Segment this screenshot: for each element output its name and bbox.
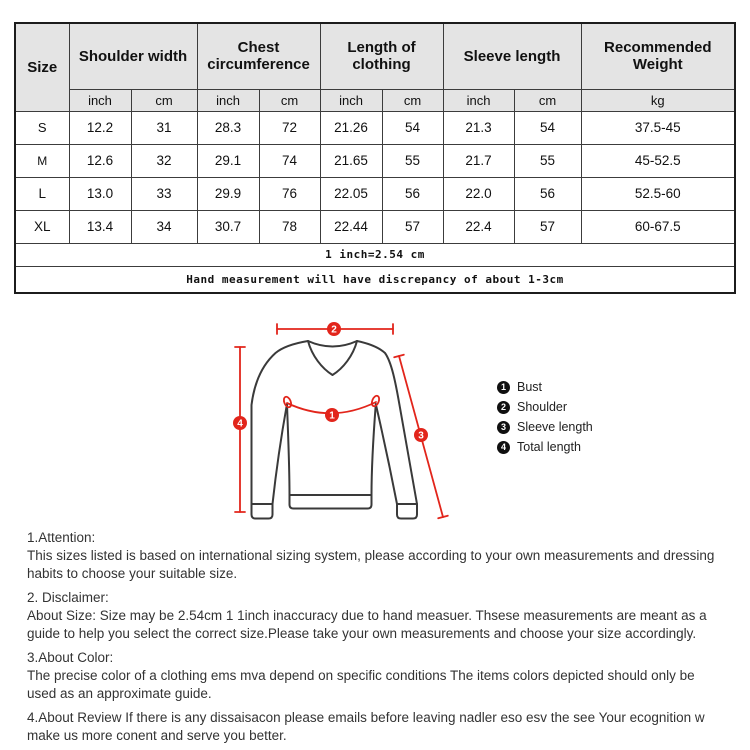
measurement-markers (233, 322, 428, 442)
circled-number-icon: 2 (497, 401, 510, 414)
value-cell: 32 (131, 144, 197, 177)
value-cell: 22.44 (320, 210, 382, 243)
value-cell: 74 (259, 144, 320, 177)
unit-chest-cm: cm (259, 89, 320, 111)
value-cell: 29.1 (197, 144, 259, 177)
section-about-color (27, 649, 727, 703)
table-units-row (15, 89, 735, 111)
value-cell: 21.7 (443, 144, 514, 177)
size-label: S (15, 111, 69, 144)
section-heading: 1.Attention: (27, 530, 96, 545)
marker-total-length (233, 416, 247, 430)
value-cell: 22.4 (443, 210, 514, 243)
unit-sleeve-inch: inch (443, 89, 514, 111)
value-cell: 13.4 (69, 210, 131, 243)
value-cell: 21.26 (320, 111, 382, 144)
section-body: The precise color of a clothing ems mva depend on specific conditions The items colors depicted should only be used as an approximate guide. (27, 668, 706, 701)
unit-weight-kg: kg (581, 89, 735, 111)
value-cell: 72 (259, 111, 320, 144)
value-cell: 13.0 (69, 177, 131, 210)
section-body: 4.About Review If there is any dissaisacon please emails before leaving nadler eso esv the see Your ecognition w make us more conent and serve you better. (27, 710, 716, 743)
table-row-s (15, 111, 735, 144)
section-body: This sizes listed is based on international sizing system, please according to your own measurements and dressing habits to choose your suitable size. (27, 548, 726, 581)
value-cell: 22.0 (443, 177, 514, 210)
value-cell: 37.5-45 (581, 111, 735, 144)
unit-shoulder-cm: cm (131, 89, 197, 111)
marker-sleeve (414, 428, 428, 442)
unit-length-cm: cm (382, 89, 443, 111)
svg-text:3: 3 (418, 430, 424, 442)
svg-text:2: 2 (331, 324, 337, 336)
legend-label: Shoulder (517, 400, 568, 414)
section-attention (27, 529, 727, 583)
value-cell: 52.5-60 (581, 177, 735, 210)
value-cell: 21.65 (320, 144, 382, 177)
legend-label: Total length (517, 440, 581, 454)
circled-number-icon: 1 (497, 381, 510, 394)
section-about-review (27, 709, 727, 745)
table-row-m (15, 144, 735, 177)
legend-label: Bust (517, 380, 543, 394)
value-cell: 22.05 (320, 177, 382, 210)
size-table (14, 22, 736, 294)
value-cell: 34 (131, 210, 197, 243)
table-row-l (15, 177, 735, 210)
table-note-row-discrepancy (15, 266, 735, 293)
svg-text:4: 4 (237, 418, 243, 430)
circled-number-icon: 4 (497, 441, 510, 454)
marker-bust (325, 408, 339, 422)
unit-sleeve-cm: cm (514, 89, 581, 111)
header-length-of-clothing: Length of clothing (320, 23, 443, 89)
section-heading: 3.About Color: (27, 650, 114, 665)
value-cell: 31 (131, 111, 197, 144)
value-cell: 55 (514, 144, 581, 177)
sweater-outline (252, 341, 418, 519)
value-cell: 57 (514, 210, 581, 243)
measurement-discrepancy-note: Hand measurement will have discrepancy of about 1-3cm (15, 266, 735, 293)
value-cell: 29.9 (197, 177, 259, 210)
value-cell: 78 (259, 210, 320, 243)
value-cell: 76 (259, 177, 320, 210)
diagram-legend (497, 377, 593, 457)
value-cell: 21.3 (443, 111, 514, 144)
unit-shoulder-inch: inch (69, 89, 131, 111)
value-cell: 56 (382, 177, 443, 210)
inch-conversion-note: 1 inch=2.54 cm (15, 243, 735, 266)
header-chest-circumference: Chest circumference (197, 23, 320, 89)
value-cell: 55 (382, 144, 443, 177)
table-header-row (15, 23, 735, 89)
header-sleeve-length: Sleeve length (443, 23, 581, 89)
value-cell: 12.2 (69, 111, 131, 144)
header-size: Size (15, 23, 69, 111)
value-cell: 30.7 (197, 210, 259, 243)
marker-shoulder (327, 322, 341, 336)
unit-length-inch: inch (320, 89, 382, 111)
size-label: L (15, 177, 69, 210)
value-cell: 57 (382, 210, 443, 243)
value-cell: 12.6 (69, 144, 131, 177)
size-label: M (15, 144, 69, 177)
legend-item-shoulder (497, 397, 593, 417)
table-row-xl (15, 210, 735, 243)
notes-block (27, 529, 727, 750)
legend-item-sleeve-length (497, 417, 593, 437)
section-heading: 2. Disclaimer: (27, 590, 109, 605)
value-cell: 56 (514, 177, 581, 210)
value-cell: 60-67.5 (581, 210, 735, 243)
svg-text:1: 1 (329, 410, 335, 422)
header-recommended-weight: Recommended Weight (581, 23, 735, 89)
circled-number-icon: 3 (497, 421, 510, 434)
value-cell: 45-52.5 (581, 144, 735, 177)
section-disclaimer (27, 589, 727, 643)
value-cell: 54 (382, 111, 443, 144)
legend-label: Sleeve length (517, 420, 593, 434)
table-note-row-inch (15, 243, 735, 266)
value-cell: 33 (131, 177, 197, 210)
legend-item-total-length (497, 437, 593, 457)
value-cell: 28.3 (197, 111, 259, 144)
section-body: About Size: Size may be 2.54cm 1 1inch inaccuracy due to hand measuer. Thsese measurements are meant as a guide to help you select the correct size.Please take your own measurements and choose your size accordingly. (27, 608, 718, 641)
measurement-lines (235, 324, 448, 518)
value-cell: 54 (514, 111, 581, 144)
header-shoulder-width: Shoulder width (69, 23, 197, 89)
unit-chest-inch: inch (197, 89, 259, 111)
size-label: XL (15, 210, 69, 243)
legend-item-bust (497, 377, 593, 397)
measurement-diagram (0, 305, 750, 535)
